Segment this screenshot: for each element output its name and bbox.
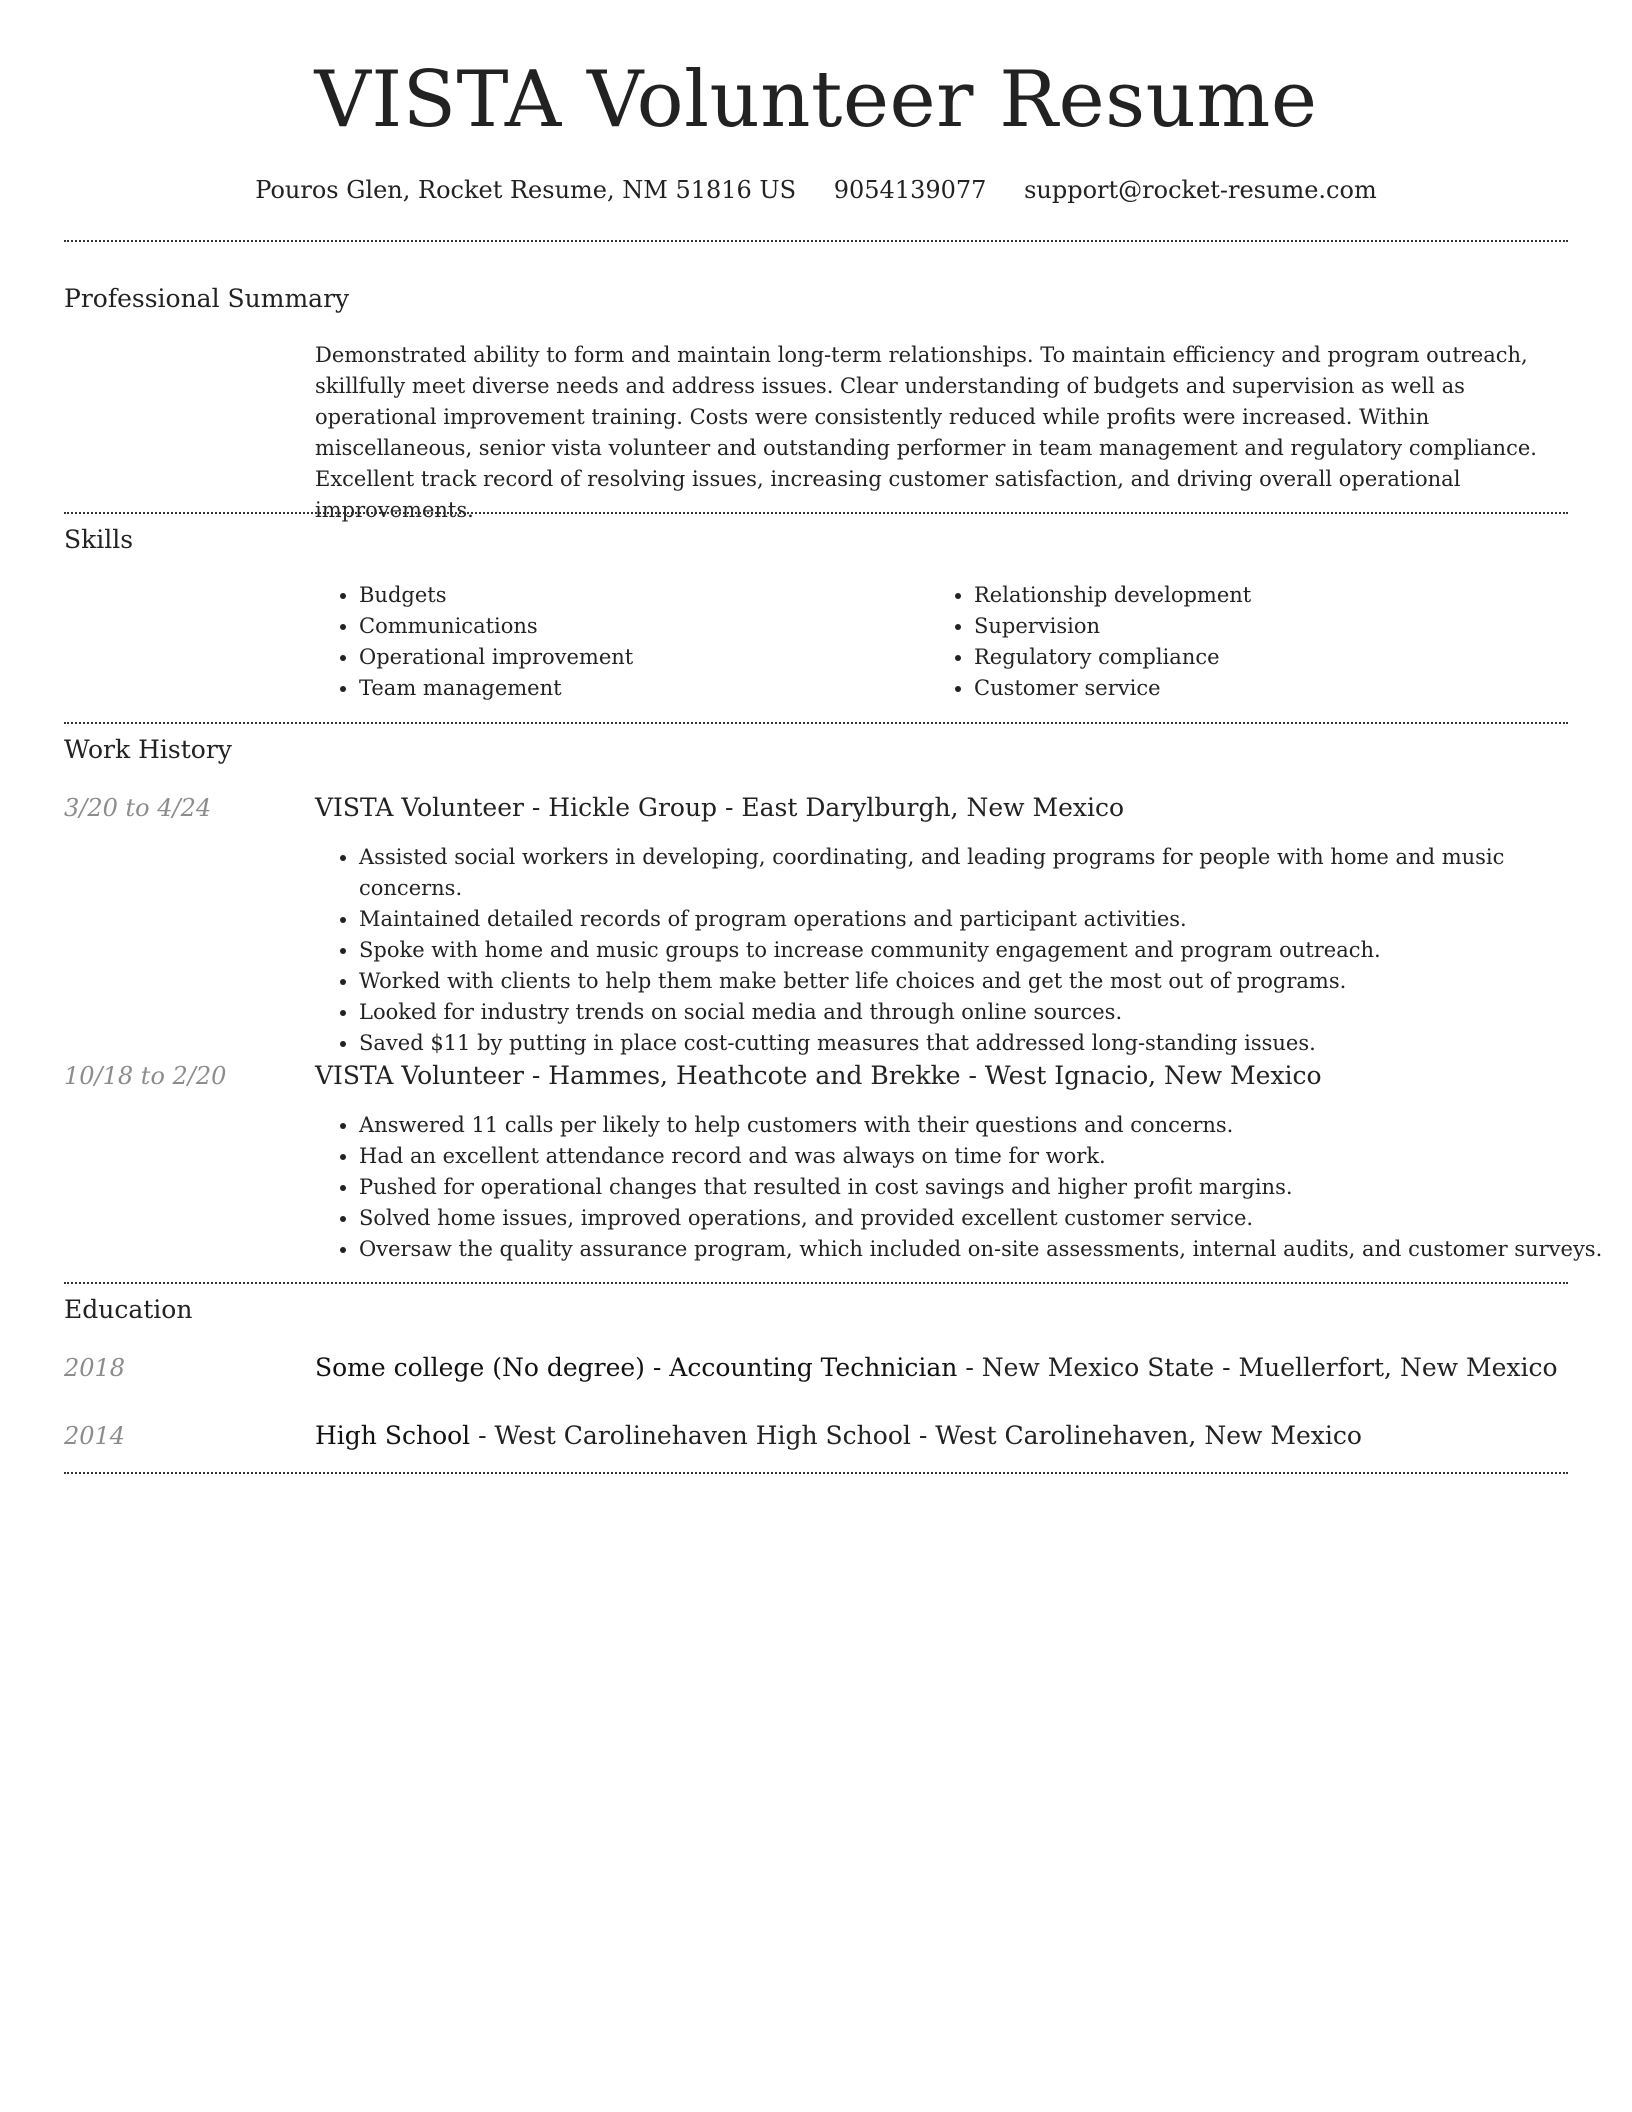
job-bullet: • Worked with clients to help them make better life choices and get the most out of programs. bbox=[359, 966, 1609, 997]
job-bullet: • Had an excellent attendance record and was always on time for work. bbox=[359, 1141, 1609, 1172]
job-bullets bbox=[315, 842, 1609, 1059]
education-year: 2018 bbox=[64, 1354, 126, 1382]
job-bullet: • Solved home issues, improved operations, and provided excellent customer service. bbox=[359, 1203, 1609, 1234]
contact-address: Pouros Glen, Rocket Resume, NM 51816 US bbox=[255, 176, 797, 204]
skill-item: • Supervision bbox=[974, 611, 1574, 642]
education-degree: Some college (No degree) - Accounting Technician bbox=[315, 1353, 958, 1382]
summary-heading: Professional Summary bbox=[64, 284, 350, 313]
job-bullet: • Oversaw the quality assurance program, which included on-site assessments, internal audits, and customer surveys. bbox=[359, 1234, 1609, 1265]
contact-phone: 9054139077 bbox=[833, 176, 987, 204]
divider bbox=[64, 1282, 1568, 1284]
job-title: VISTA Volunteer - Hickle Group - East Darylburgh, New Mexico bbox=[315, 793, 1125, 822]
job-bullet: • Saved $11 by putting in place cost-cutting measures that addressed long-standing issues. bbox=[359, 1028, 1609, 1059]
skill-item: • Relationship development bbox=[974, 580, 1574, 611]
summary-text: Demonstrated ability to form and maintain long-term relationships. To maintain efficiency and program outreach, skillfully meet diverse needs and address issues. Clear understanding of budgets and supervision as well as operational improvement training. Costs were consistently reduced while profits were increased. Within miscellaneous, senior vista volunteer and outstanding performer in team management and regulatory compliance. Excellent track record of resolving issues, increasing customer satisfaction, and driving overall operational improvements. bbox=[315, 343, 1537, 522]
skill-item: • Customer service bbox=[974, 673, 1574, 704]
skills-list-left bbox=[315, 580, 919, 704]
education-degree: High School bbox=[315, 1421, 471, 1450]
skill-item: • Communications bbox=[359, 611, 919, 642]
job-dates: 3/20 to 4/24 bbox=[64, 794, 212, 822]
contact-line bbox=[64, 170, 1568, 210]
divider bbox=[64, 512, 1568, 514]
job-title: VISTA Volunteer - Hammes, Heathcote and Brekke - West Ignacio, New Mexico bbox=[315, 1061, 1322, 1090]
skills-heading: Skills bbox=[64, 525, 134, 554]
skill-item: • Budgets bbox=[359, 580, 919, 611]
work-heading: Work History bbox=[64, 735, 232, 764]
job-dates: 10/18 to 2/20 bbox=[64, 1062, 227, 1090]
resume-title: VISTA Volunteer Resume bbox=[314, 55, 1318, 145]
job-bullet: • Maintained detailed records of program operations and participant activities. bbox=[359, 904, 1609, 935]
contact-email: support@rocket-resume.com bbox=[1024, 176, 1377, 204]
job-bullet: • Looked for industry trends on social media and through online sources. bbox=[359, 997, 1609, 1028]
education-year: 2014 bbox=[64, 1422, 126, 1450]
skills-list-right bbox=[930, 580, 1574, 704]
skill-item: • Regulatory compliance bbox=[974, 642, 1574, 673]
job-bullet: • Pushed for operational changes that resulted in cost savings and higher profit margins. bbox=[359, 1172, 1609, 1203]
job-bullet: • Answered 11 calls per likely to help customers with their questions and concerns. bbox=[359, 1110, 1609, 1141]
education-entry bbox=[315, 1350, 1565, 1386]
job-bullets bbox=[315, 1110, 1609, 1265]
divider bbox=[64, 722, 1568, 724]
education-entry bbox=[315, 1418, 1565, 1454]
divider bbox=[64, 240, 1568, 242]
skill-item: • Operational improvement bbox=[359, 642, 919, 673]
education-heading: Education bbox=[64, 1295, 193, 1324]
job-bullet: • Spoke with home and music groups to increase community engagement and program outreach. bbox=[359, 935, 1609, 966]
education-school: - West Carolinehaven High School - West Carolinehaven, New Mexico bbox=[470, 1421, 1362, 1450]
job-bullet: • Assisted social workers in developing, coordinating, and leading programs for people with home and music concerns. bbox=[359, 842, 1609, 904]
education-school: - New Mexico State - Muellerfort, New Mexico bbox=[957, 1353, 1558, 1382]
divider bbox=[64, 1472, 1568, 1474]
skill-item: • Team management bbox=[359, 673, 919, 704]
